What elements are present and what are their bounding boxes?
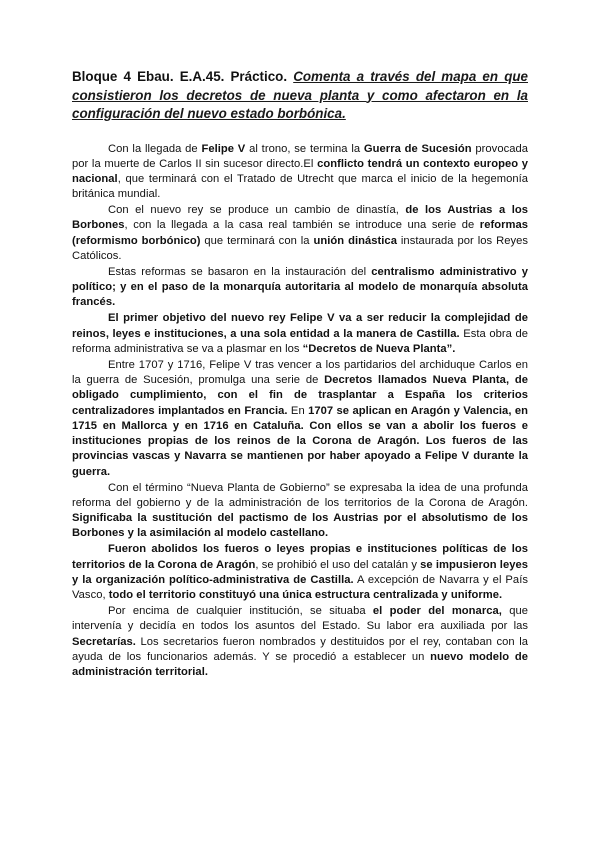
text-run: que intervenía y decidía en todos los asuntos del Estado. Su labor era auxiliada por las <box>72 604 528 633</box>
text-run: Por encima de cualquier institución, se situaba <box>108 604 373 617</box>
bold-text: 1707 se aplican en Aragón y Valencia, en 1715 en Mallorca y en 1716 en Cataluña. Con ellos se van a abolir los fueros e instituciones propias de los reinos de la Corona de Aragón. Los fueros de las provincias vascas y Navarra se mantienen por haber apoyado a Felipe V durante la guerra. <box>72 404 528 478</box>
text-run: provocada por la muerte de Carlos II sin sucesor directo.El <box>72 142 528 170</box>
document-page <box>72 68 528 681</box>
text-run: Con el término “Nueva Planta de Gobierno” se expresaba la idea de una profunda reforma del gobierno y de la administración de los territorios de la Corona de Aragón. <box>72 481 528 509</box>
text-run: al trono, se termina la <box>245 142 364 155</box>
title-question-link[interactable]: Comenta a través del mapa en que consistieron los decretos de nueva planta y como afectaron en la configuración del nuevo estado borbónica. <box>72 69 528 121</box>
bold-text: Secretarías. <box>72 635 136 648</box>
bold-text: Guerra de Sucesión <box>363 142 472 155</box>
text-run: Con el nuevo rey se produce un cambio de dinastía, <box>108 204 406 217</box>
text-run: A excepción de Navarra y el País Vasco, <box>72 573 528 602</box>
body-paragraph <box>72 604 528 680</box>
text-run: Estas reformas se basaron en la instauración del <box>108 265 372 278</box>
bold-text: “Decretos de Nueva Planta”. <box>302 342 456 355</box>
text-run: En <box>287 404 309 417</box>
bold-text: Significaba la sustitución del pactismo de los Austrias por el absolutismo de los Borbones y la asimilación al modelo castellano. <box>72 512 528 540</box>
text-run: Los secretarios fueron nombrados y destituidos por el rey, contaban con la ayuda de los funcionarios además. Y se procedió a establecer un <box>72 635 528 663</box>
text-run: que terminará con la <box>200 234 314 247</box>
body-paragraph <box>72 311 528 357</box>
bold-text: El primer objetivo del nuevo rey Felipe V va a ser reducir la complejidad de reinos, leyes e instituciones, a una sola entidad a la manera de Castilla. <box>72 312 528 340</box>
body-paragraph <box>72 142 528 203</box>
body-paragraph <box>72 265 528 311</box>
document-title <box>72 68 528 124</box>
text-run: Con la llegada de <box>108 142 202 155</box>
document-body <box>72 142 528 681</box>
text-run: , con la llegada a la casa real también se introduce una serie de <box>124 219 480 232</box>
bold-text: unión dinástica <box>313 234 397 247</box>
body-paragraph <box>72 481 528 542</box>
text-run: , que terminará con el Tratado de Utrecht que marca el inicio de la hegemonía británica mundial. <box>72 173 528 201</box>
body-paragraph <box>72 542 528 603</box>
text-run: instaurada por los Reyes Católicos. <box>72 234 528 263</box>
bold-text: nuevo modelo de administración territorial. <box>72 650 529 679</box>
body-paragraph <box>72 203 528 264</box>
body-paragraph <box>72 358 528 480</box>
bold-text: conflicto tendrá un contexto europeo y nacional <box>72 157 528 186</box>
bold-text: Fueron abolidos los fueros o leyes propias e instituciones políticas de los territorios de la Corona de Aragón <box>72 543 528 571</box>
bold-text: Felipe V <box>201 142 246 155</box>
bold-text: centralismo administrativo y político; y en el paso de la monarquía autoritaria al modelo de monarquía absoluta francés. <box>72 265 529 309</box>
bold-text: el poder del monarca, <box>372 604 502 617</box>
bold-text: todo el territorio constituyó una única estructura centralizada y uniforme. <box>108 589 503 602</box>
bold-text: reformas (reformismo borbónico) <box>72 219 528 247</box>
bold-text: de los Austrias a los Borbones <box>72 204 528 232</box>
bold-text: se impusieron leyes y la organización político-administrativa de Castilla. <box>72 558 528 586</box>
title-prefix: Bloque 4 Ebau. E.A.45. Práctico. <box>72 69 294 84</box>
text-run: Entre 1707 y 1716, Felipe V tras vencer a los partidarios del archiduque Carlos en la guerra de Sucesión, promulga una serie de <box>72 358 528 386</box>
text-run: Esta obra de reforma administrativa se va a plasmar en los <box>72 327 528 355</box>
bold-text: Decretos llamados Nueva Planta, de obligado cumplimiento, con el fin de trasplantar a España los criterios centralizadores implantados en Francia. <box>72 373 528 417</box>
text-run: , se prohibió el uso del catalán y <box>255 558 421 571</box>
